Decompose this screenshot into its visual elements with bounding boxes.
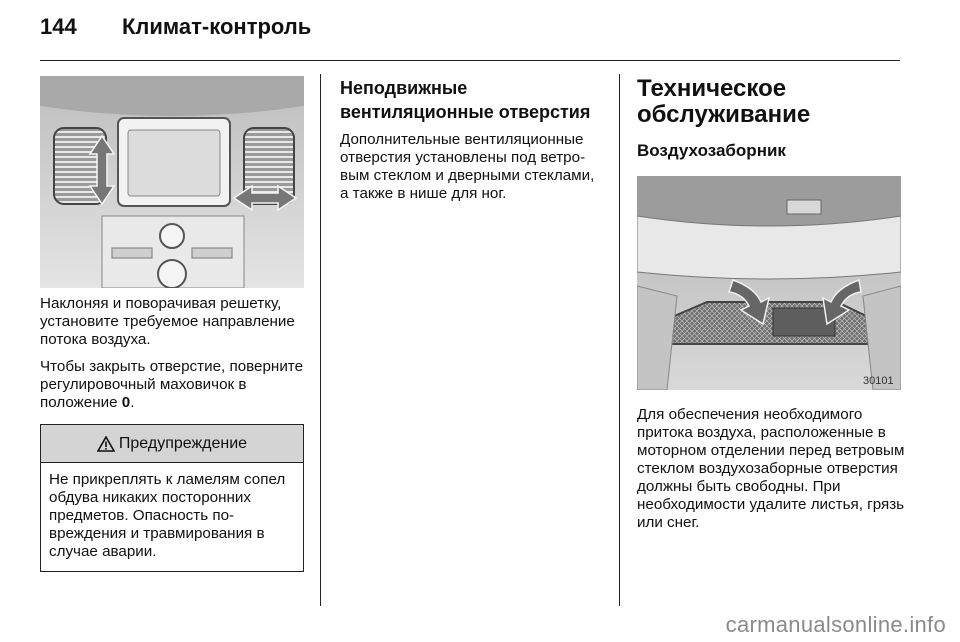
column-right xyxy=(637,76,905,532)
column-middle xyxy=(340,76,606,203)
chapter-title: Климат-контроль xyxy=(122,14,312,39)
warning-box xyxy=(40,424,304,572)
page-number: 144 xyxy=(40,14,77,39)
page-header xyxy=(40,14,311,50)
fixed-vents-paragraph: Дополнительные вентиляционные отверстия установлены под ветровым стеклом и дверными стеклами, а также в нише для ног. xyxy=(340,131,595,202)
column-divider-2 xyxy=(619,74,620,606)
warning-title: Предупреждение xyxy=(118,434,248,452)
dashboard-vents-illustration xyxy=(40,76,304,288)
paragraph-close-vent: Чтобы закрыть отверстие, поверните регулировочный маховичок в положение 0. xyxy=(40,358,304,411)
column-left xyxy=(40,76,304,572)
header-divider xyxy=(40,60,900,61)
warning-body: Не прикреплять к ламелям сопел обдува никаких посторонних предметов. Опасность повреждения и травмирования в случае аварии. xyxy=(49,471,286,560)
watermark: carmanualsonline.info xyxy=(725,612,946,637)
air-intake-paragraph: Для обеспечения необходимого притока воздуха, расположенные в моторном отделении перед ветровым стеклом воздухозаборные отверстия должны быть свободны. При необходимости удалите листья, грязь или снег. xyxy=(637,406,905,531)
maintenance-title: Техническое обслуживание xyxy=(637,75,811,128)
position-zero: 0 xyxy=(121,394,131,411)
air-intake-subtitle: Воздухозаборник xyxy=(637,141,786,160)
column-divider-1 xyxy=(320,74,321,606)
fixed-vents-heading: Неподвижные вентиляционные отверстия xyxy=(340,78,591,122)
air-intake-illustration xyxy=(637,176,901,390)
warning-header xyxy=(41,425,303,463)
warning-triangle-icon xyxy=(97,436,115,452)
figure-code: 30101 xyxy=(863,375,894,387)
paragraph-direction: Наклоняя и поворачивая решетку, установите требуемое направление потока воздуха. xyxy=(40,295,295,348)
